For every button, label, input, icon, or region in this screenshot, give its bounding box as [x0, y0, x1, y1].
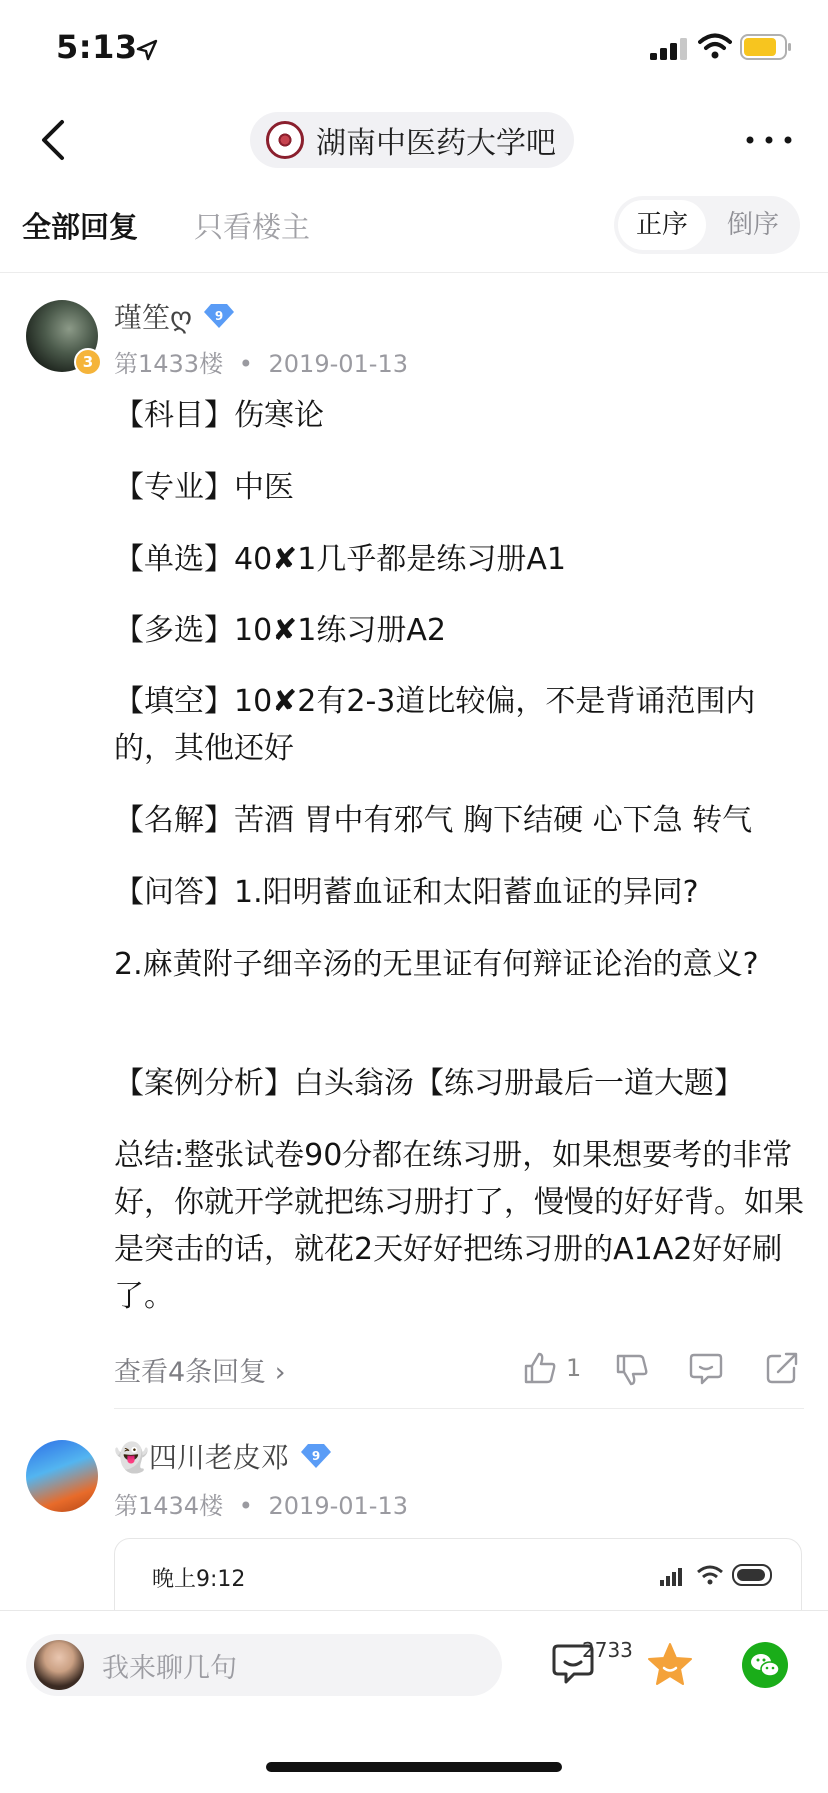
- sort-order-toggle: [614, 196, 800, 254]
- like-count: 1: [566, 1354, 582, 1382]
- sort-ascending-button[interactable]: 正序: [618, 200, 706, 250]
- forum-name: 湖南中医药大学吧: [316, 126, 556, 161]
- back-arrow-icon[interactable]: [38, 118, 68, 162]
- comment-count: 2733: [582, 1638, 633, 1662]
- post-date: 2019-01-13: [268, 1492, 408, 1520]
- forum-logo-icon: [266, 121, 304, 159]
- post-paragraph: 2.麻黄附子细辛汤的无里证有何辩证论治的意义?: [114, 947, 759, 982]
- comment-icon[interactable]: [688, 1350, 724, 1386]
- view-replies-link[interactable]: 查看4条回复 ›: [114, 1357, 286, 1388]
- avatar[interactable]: [26, 1440, 98, 1512]
- post-username[interactable]: 瑾笙ღ: [114, 301, 193, 334]
- diamond-vip-icon: [202, 303, 236, 329]
- divider: [0, 272, 828, 273]
- wechat-share-icon[interactable]: [742, 1642, 788, 1688]
- meta-dot: •: [238, 1492, 253, 1520]
- more-options-icon[interactable]: [744, 130, 794, 150]
- share-icon[interactable]: [764, 1350, 800, 1386]
- reply-input[interactable]: [26, 1634, 502, 1696]
- cellular-signal-icon: [650, 38, 690, 60]
- post-username[interactable]: 👻四川老皮邓: [114, 1441, 289, 1474]
- thumbs-up-icon[interactable]: [522, 1350, 558, 1386]
- image-battery-icon: [732, 1564, 776, 1586]
- tab-owner-only[interactable]: 只看楼主: [194, 210, 311, 244]
- forum-title-pill[interactable]: [250, 112, 574, 168]
- reply-input-placeholder: 我来聊几句: [102, 1653, 237, 1684]
- post-meta: [114, 1486, 408, 1521]
- location-arrow-icon: [135, 38, 159, 62]
- post-paragraph: 【多选】10✘1练习册A2: [114, 613, 447, 648]
- divider: [114, 1408, 804, 1409]
- diamond-vip-icon: [299, 1443, 333, 1469]
- image-wifi-icon: [696, 1564, 724, 1586]
- wifi-icon: [698, 32, 732, 60]
- sort-descending-button[interactable]: 倒序: [726, 210, 779, 240]
- post-paragraph: 【单选】40✘1几乎都是练习册A1: [114, 542, 567, 577]
- post-paragraph: 【填空】10✘2有2-3道比较偏，不是背诵范围内的，其他还好: [114, 684, 756, 766]
- image-status-time: 晚上9:12: [152, 1567, 246, 1592]
- image-signal-icon: [660, 1566, 688, 1586]
- floor-number: 第1434楼: [114, 1492, 224, 1520]
- post-date: 2019-01-13: [268, 350, 408, 378]
- post-paragraph: 【科目】伤寒论: [114, 398, 324, 433]
- user-level-badge: 3: [74, 348, 102, 376]
- vip-level: 9: [311, 1449, 321, 1463]
- my-avatar: [34, 1640, 84, 1690]
- floor-number: 第1433楼: [114, 350, 224, 378]
- thumbs-down-icon[interactable]: [614, 1352, 650, 1388]
- status-time: 5:13: [56, 28, 138, 66]
- post-paragraph: 【案例分析】白头翁汤【练习册最后一道大题】: [114, 1066, 744, 1101]
- post-meta: [114, 344, 408, 379]
- vip-level: 9: [214, 309, 224, 323]
- home-indicator[interactable]: [266, 1762, 562, 1772]
- post-paragraph: 【名解】苦酒 胃中有邪气 胸下结硬 心下急 转气: [114, 803, 753, 838]
- tab-all-replies[interactable]: 全部回复: [22, 210, 139, 244]
- battery-icon: [740, 34, 792, 60]
- post-paragraph: 总结:整张试卷90分都在练习册，如果想要考的非常好，你就开学就把练习册打了，慢慢的好好背。如果是突击的话，就花2天好好把练习册的A1A2好好刷了。: [114, 1138, 804, 1314]
- post-paragraph: 【问答】1.阳明蓄血证和太阳蓄血证的异同?: [114, 875, 699, 910]
- meta-dot: •: [238, 350, 253, 378]
- star-favorite-icon[interactable]: [646, 1642, 694, 1688]
- post-paragraph: 【专业】中医: [114, 470, 294, 505]
